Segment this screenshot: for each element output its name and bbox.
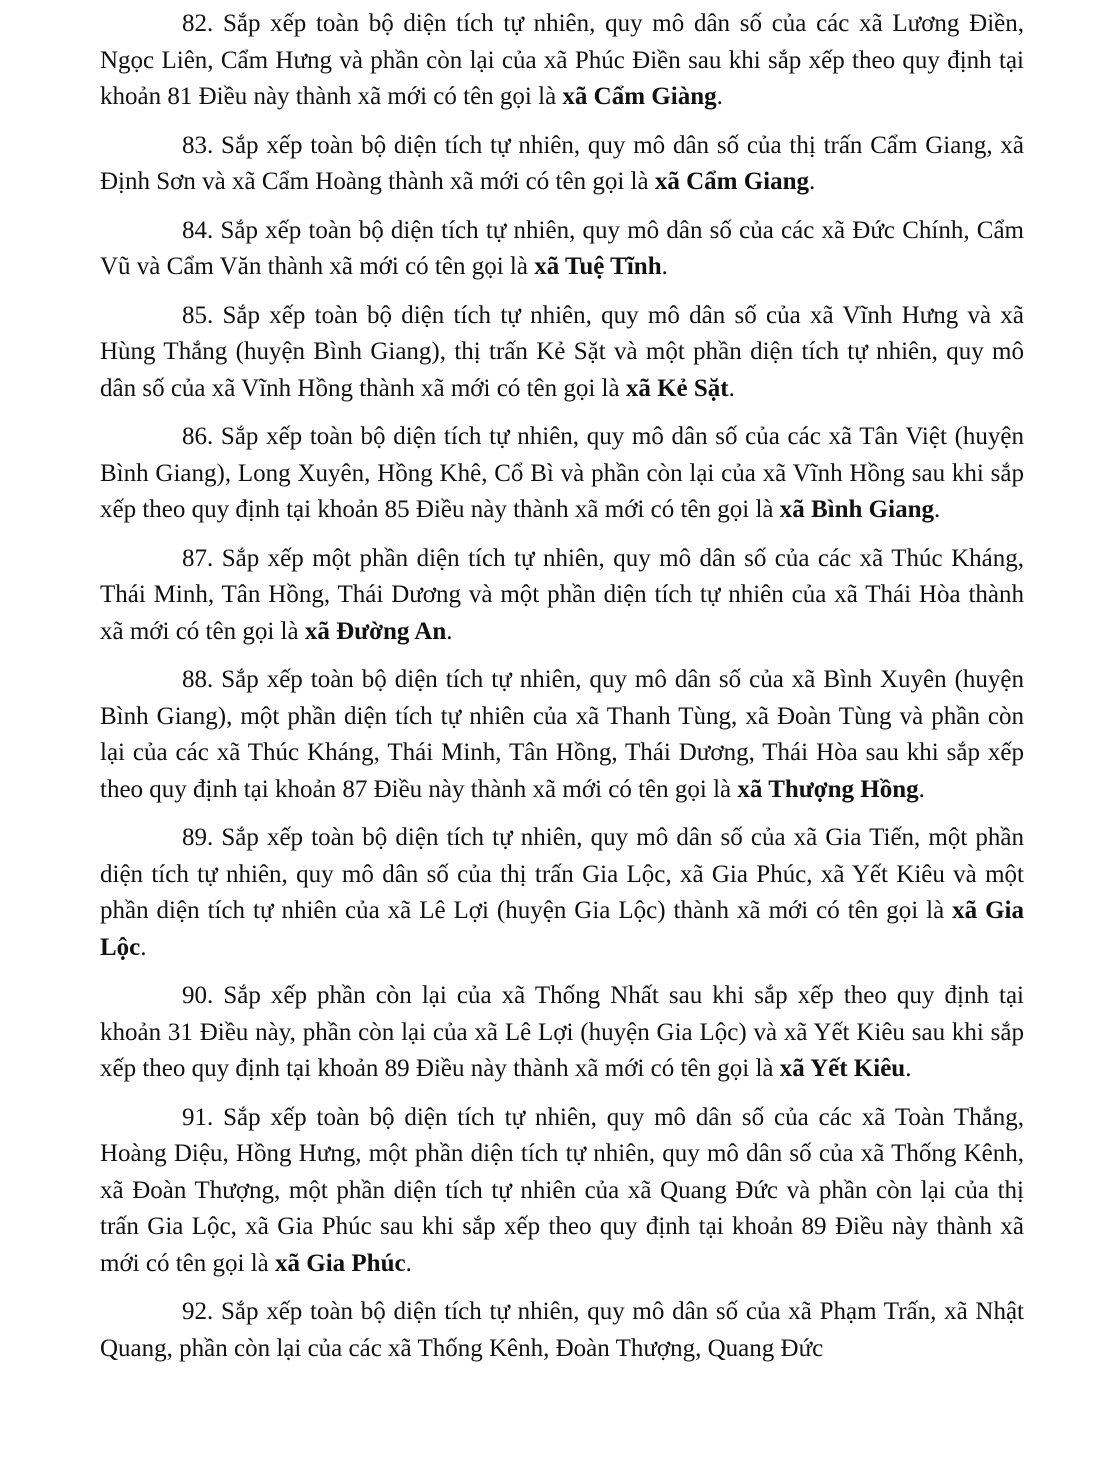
paragraph-text: 91. Sắp xếp toàn bộ diện tích tự nhiên, quy mô dân số của các xã Toàn Thắng, Hoàng Diệu, Hồng Hưng, một phần diện tích tự nhiên, quy mô dân số của xã Thống Kênh, xã Đoàn Thượng, một phần diện tích tự nhiên của xã Quang Đức và phần còn lại của thị trấn Gia Lộc, xã Gia Phúc sau khi sắp xếp theo quy định tại khoản 89 Điều này thành xã mới có tên gọi là — [100, 1103, 1024, 1277]
commune-name: xã Tuệ Tĩnh — [534, 253, 662, 280]
paragraph-86 — [100, 419, 1024, 529]
paragraph-text: 86. Sắp xếp toàn bộ diện tích tự nhiên, quy mô dân số của các xã Tân Việt (huyện Bình Giang), Long Xuyên, Hồng Khê, Cổ Bì và phần còn lại của xã Vĩnh Hồng sau khi sắp xếp theo quy định tại khoản 85 Điều này thành xã mới có tên gọi là — [100, 423, 1024, 523]
commune-name: xã Gia Phúc — [275, 1249, 406, 1277]
paragraph-end: . — [661, 253, 668, 280]
paragraph-end: . — [933, 496, 941, 523]
document-page — [100, 6, 1024, 1367]
paragraph-text: 82. Sắp xếp toàn bộ diện tích tự nhiên, quy mô dân số của các xã Lương Điền, Ngọc Liên, Cẩm Hưng và phần còn lại của xã Phúc Điền sau khi sắp xếp theo quy định tại khoản 81 Điều này thành xã mới có tên gọi là — [100, 10, 1024, 110]
commune-name: xã Thượng Hồng — [737, 775, 919, 803]
paragraph-text: 84. Sắp xếp toàn bộ diện tích tự nhiên, quy mô dân số của các xã Đức Chính, Cẩm Vũ và Cẩm Văn thành xã mới có tên gọi là — [100, 216, 1024, 280]
commune-name: xã Yết Kiêu — [779, 1055, 906, 1082]
commune-name: xã Đường An — [304, 617, 447, 645]
commune-name: xã Cẩm Giàng — [562, 83, 717, 110]
commune-name: xã Bình Giang — [779, 496, 934, 523]
commune-name: xã Gia Lộc — [100, 897, 1024, 961]
paragraph-84 — [100, 213, 1024, 286]
paragraph-87 — [100, 541, 1024, 651]
paragraph-text: 83. Sắp xếp toàn bộ diện tích tự nhiên, quy mô dân số của thị trấn Cẩm Giang, xã Định Sơn và xã Cẩm Hoàng thành xã mới có tên gọi là — [100, 131, 1024, 195]
paragraph-end: . — [446, 617, 453, 645]
paragraph-83 — [100, 128, 1024, 201]
paragraph-88 — [100, 662, 1024, 808]
paragraph-text: 87. Sắp xếp một phần diện tích tự nhiên, quy mô dân số của các xã Thúc Kháng, Thái Minh, Tân Hồng, Thái Dương và một phần diện tích tự nhiên của xã Thái Hòa thành xã mới có tên gọi là — [100, 544, 1024, 645]
paragraph-end: . — [918, 775, 925, 803]
paragraph-end: . — [905, 1055, 912, 1082]
paragraph-89 — [100, 820, 1024, 966]
commune-name: xã Kẻ Sặt — [625, 374, 729, 402]
commune-name: xã Cẩm Giang — [654, 168, 809, 195]
paragraph-92 — [100, 1294, 1024, 1367]
paragraph-91 — [100, 1100, 1024, 1283]
paragraph-end: . — [140, 933, 147, 961]
paragraph-90 — [100, 978, 1024, 1088]
paragraph-text: 88. Sắp xếp toàn bộ diện tích tự nhiên, quy mô dân số của xã Bình Xuyên (huyện Bình Giang), một phần diện tích tự nhiên của xã Thanh Tùng, xã Đoàn Tùng và phần còn lại của các xã Thúc Kháng, Thái Minh, Tân Hồng, Thái Dương, Thái Hòa sau khi sắp xếp theo quy định tại khoản 87 Điều này thành xã mới có tên gọi là — [100, 666, 1024, 803]
paragraph-end: . — [405, 1249, 412, 1277]
paragraph-end: . — [809, 168, 816, 195]
paragraph-end: . — [716, 83, 723, 110]
paragraph-text: 90. Sắp xếp phần còn lại của xã Thống Nhất sau khi sắp xếp theo quy định tại khoản 31 Điều này, phần còn lại của xã Lê Lợi (huyện Gia Lộc) và xã Yết Kiêu sau khi sắp xếp theo quy định tại khoản 89 Điều này thành xã mới có tên gọi là — [100, 982, 1024, 1082]
paragraph-text: 85. Sắp xếp toàn bộ diện tích tự nhiên, quy mô dân số của xã Vĩnh Hưng và xã Hùng Thắng (huyện Bình Giang), thị trấn Kẻ Sặt và một phần diện tích tự nhiên, quy mô dân số của xã Vĩnh Hồng thành xã mới có tên gọi là — [100, 301, 1024, 402]
paragraph-85 — [100, 298, 1024, 408]
paragraph-text: 89. Sắp xếp toàn bộ diện tích tự nhiên, quy mô dân số của xã Gia Tiến, một phần diện tích tự nhiên, quy mô dân số của thị trấn Gia Lộc, xã Gia Phúc, xã Yết Kiêu và một phần diện tích tự nhiên của xã Lê Lợi (huyện Gia Lộc) thành xã mới có tên gọi là — [100, 824, 1024, 924]
paragraph-end: . — [728, 374, 735, 402]
paragraph-text: 92. Sắp xếp toàn bộ diện tích tự nhiên, quy mô dân số của xã Phạm Trấn, xã Nhật Quang, phần còn lại của các xã Thống Kênh, Đoàn Thượng, Quang Đức — [100, 1298, 1024, 1362]
paragraph-82 — [100, 6, 1024, 116]
